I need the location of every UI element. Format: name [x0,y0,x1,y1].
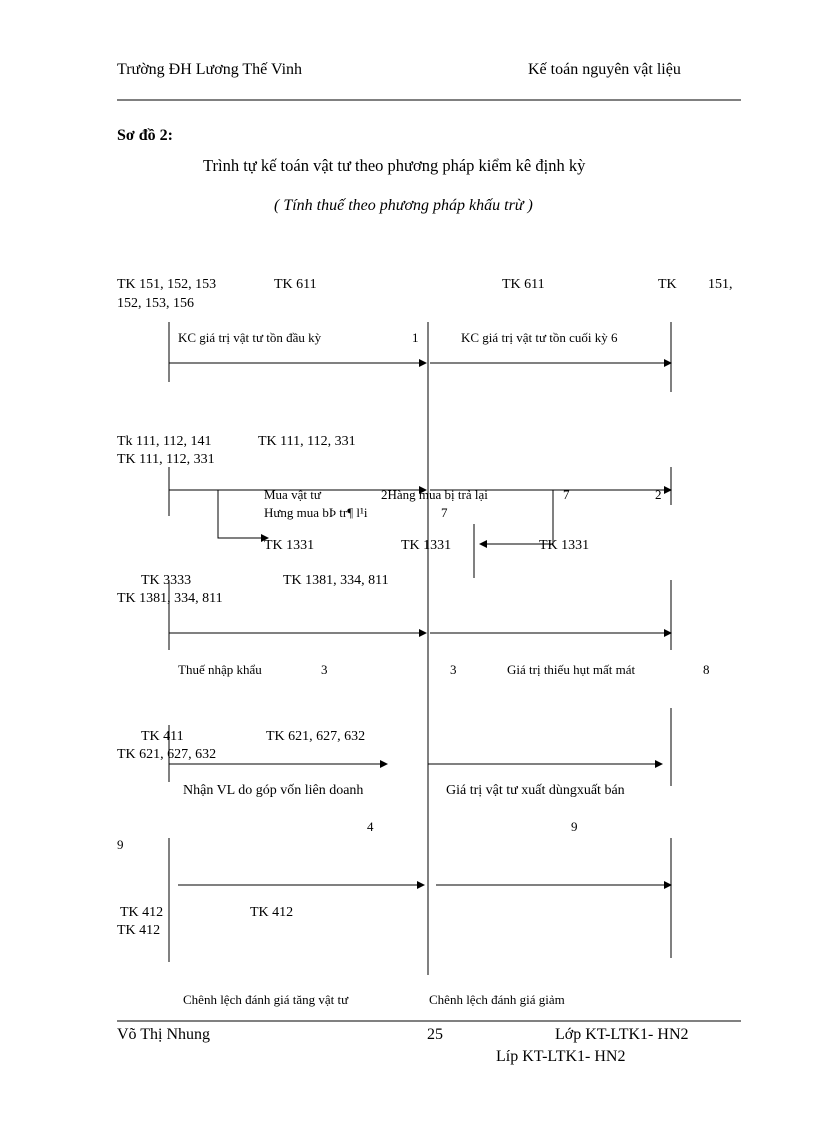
section-subtitle: ( Tính thuế theo phương pháp khấu trừ ) [274,197,533,214]
account-tk411: TK 411 [141,729,184,744]
section-title: Trình tự kế toán vật tư theo phương pháp kiểm kê định kỳ [203,156,586,175]
label-hang-tra-lai: 2Hàng mua bị trả lại [381,487,488,502]
account-tk412-c: TK 412 [117,923,161,938]
account-tk412-b: TK 412 [250,905,294,920]
label-nhan-vl: Nhận VL do góp vốn liên doanh [183,783,364,798]
account-tk412-a: TK 412 [120,905,164,920]
label-kc-cuoi-ky: KC giá trị vật tư tồn cuối kỳ 6 [461,330,618,345]
label-n7b: 7 [441,505,448,520]
account-tk1381-a: TK 1381, 334, 811 [283,573,389,588]
account-tk1381-b: TK 1381, 334, 811 [117,591,223,606]
footer-class-2: Líp KT-LTK1- HN2 [496,1048,626,1065]
account-tk111-a: Tk 111, 112, 141 [117,434,212,449]
label-n8: 8 [703,662,710,677]
footer-page-number: 25 [427,1026,443,1043]
account-tk3333: TK 3333 [141,573,192,588]
label-n2: 2 [655,487,662,502]
label-n1: 1 [412,330,419,345]
label-cl-giam: Chênh lệch đánh giá giảm [429,992,565,1007]
label-thue-nk: Thuế nhập khẩu [178,662,262,677]
account-tk1331-b: TK 1331 [401,538,452,553]
account-tk-right-a: TK [658,277,677,292]
header-school: Trường ĐH Lương Thế Vinh [117,61,303,78]
account-tk111-c: TK 111, 112, 331 [117,452,215,467]
account-tk621-b: TK 621, 627, 632 [117,747,217,762]
account-tk151-2: 152, 153, 156 [117,296,194,311]
label-n4: 4 [367,819,374,834]
account-tk611-left: TK 611 [274,277,317,292]
section-label: Sơ đồ 2: [117,127,173,144]
header-subject: Kế toán nguyên vật liệu [528,61,681,78]
arrow-vat-mua [218,490,268,538]
label-n9a: 9 [117,837,124,852]
arrow-vat-tra-lai [480,490,553,544]
label-kc-dau-ky: KC giá trị vật tư tồn đầu kỳ [178,330,322,345]
footer-class-1: Lớp KT-LTK1- HN2 [555,1026,689,1043]
footer-author: Võ Thị Nhung [117,1026,211,1043]
label-n3b: 3 [450,662,457,677]
account-tk621-a: TK 621, 627, 632 [266,729,366,744]
label-thieu-hut: Giá trị thiếu hụt mất mát [507,662,636,677]
account-tk111-b: TK 111, 112, 331 [258,434,356,449]
account-tk1331-c: TK 1331 [539,538,590,553]
label-n9b: 9 [571,819,578,834]
account-tk151: TK 151, 152, 153 [117,277,217,292]
account-tk611-right: TK 611 [502,277,545,292]
label-n3a: 3 [321,662,328,677]
account-tk1331-a: TK 1331 [264,538,315,553]
label-cl-tang: Chênh lệch đánh giá tăng vật tư [183,992,349,1007]
label-hung-mua: Hưng mua bÞ tr¶ l¹i [264,505,368,520]
label-xuat-dung: Giá trị vật tư xuất dùngxuất bán [446,783,625,798]
label-mua-vat-tu: Mua vật tư [264,487,321,502]
account-tk-right-b: 151, [708,277,733,292]
label-n7a: 7 [563,487,570,502]
